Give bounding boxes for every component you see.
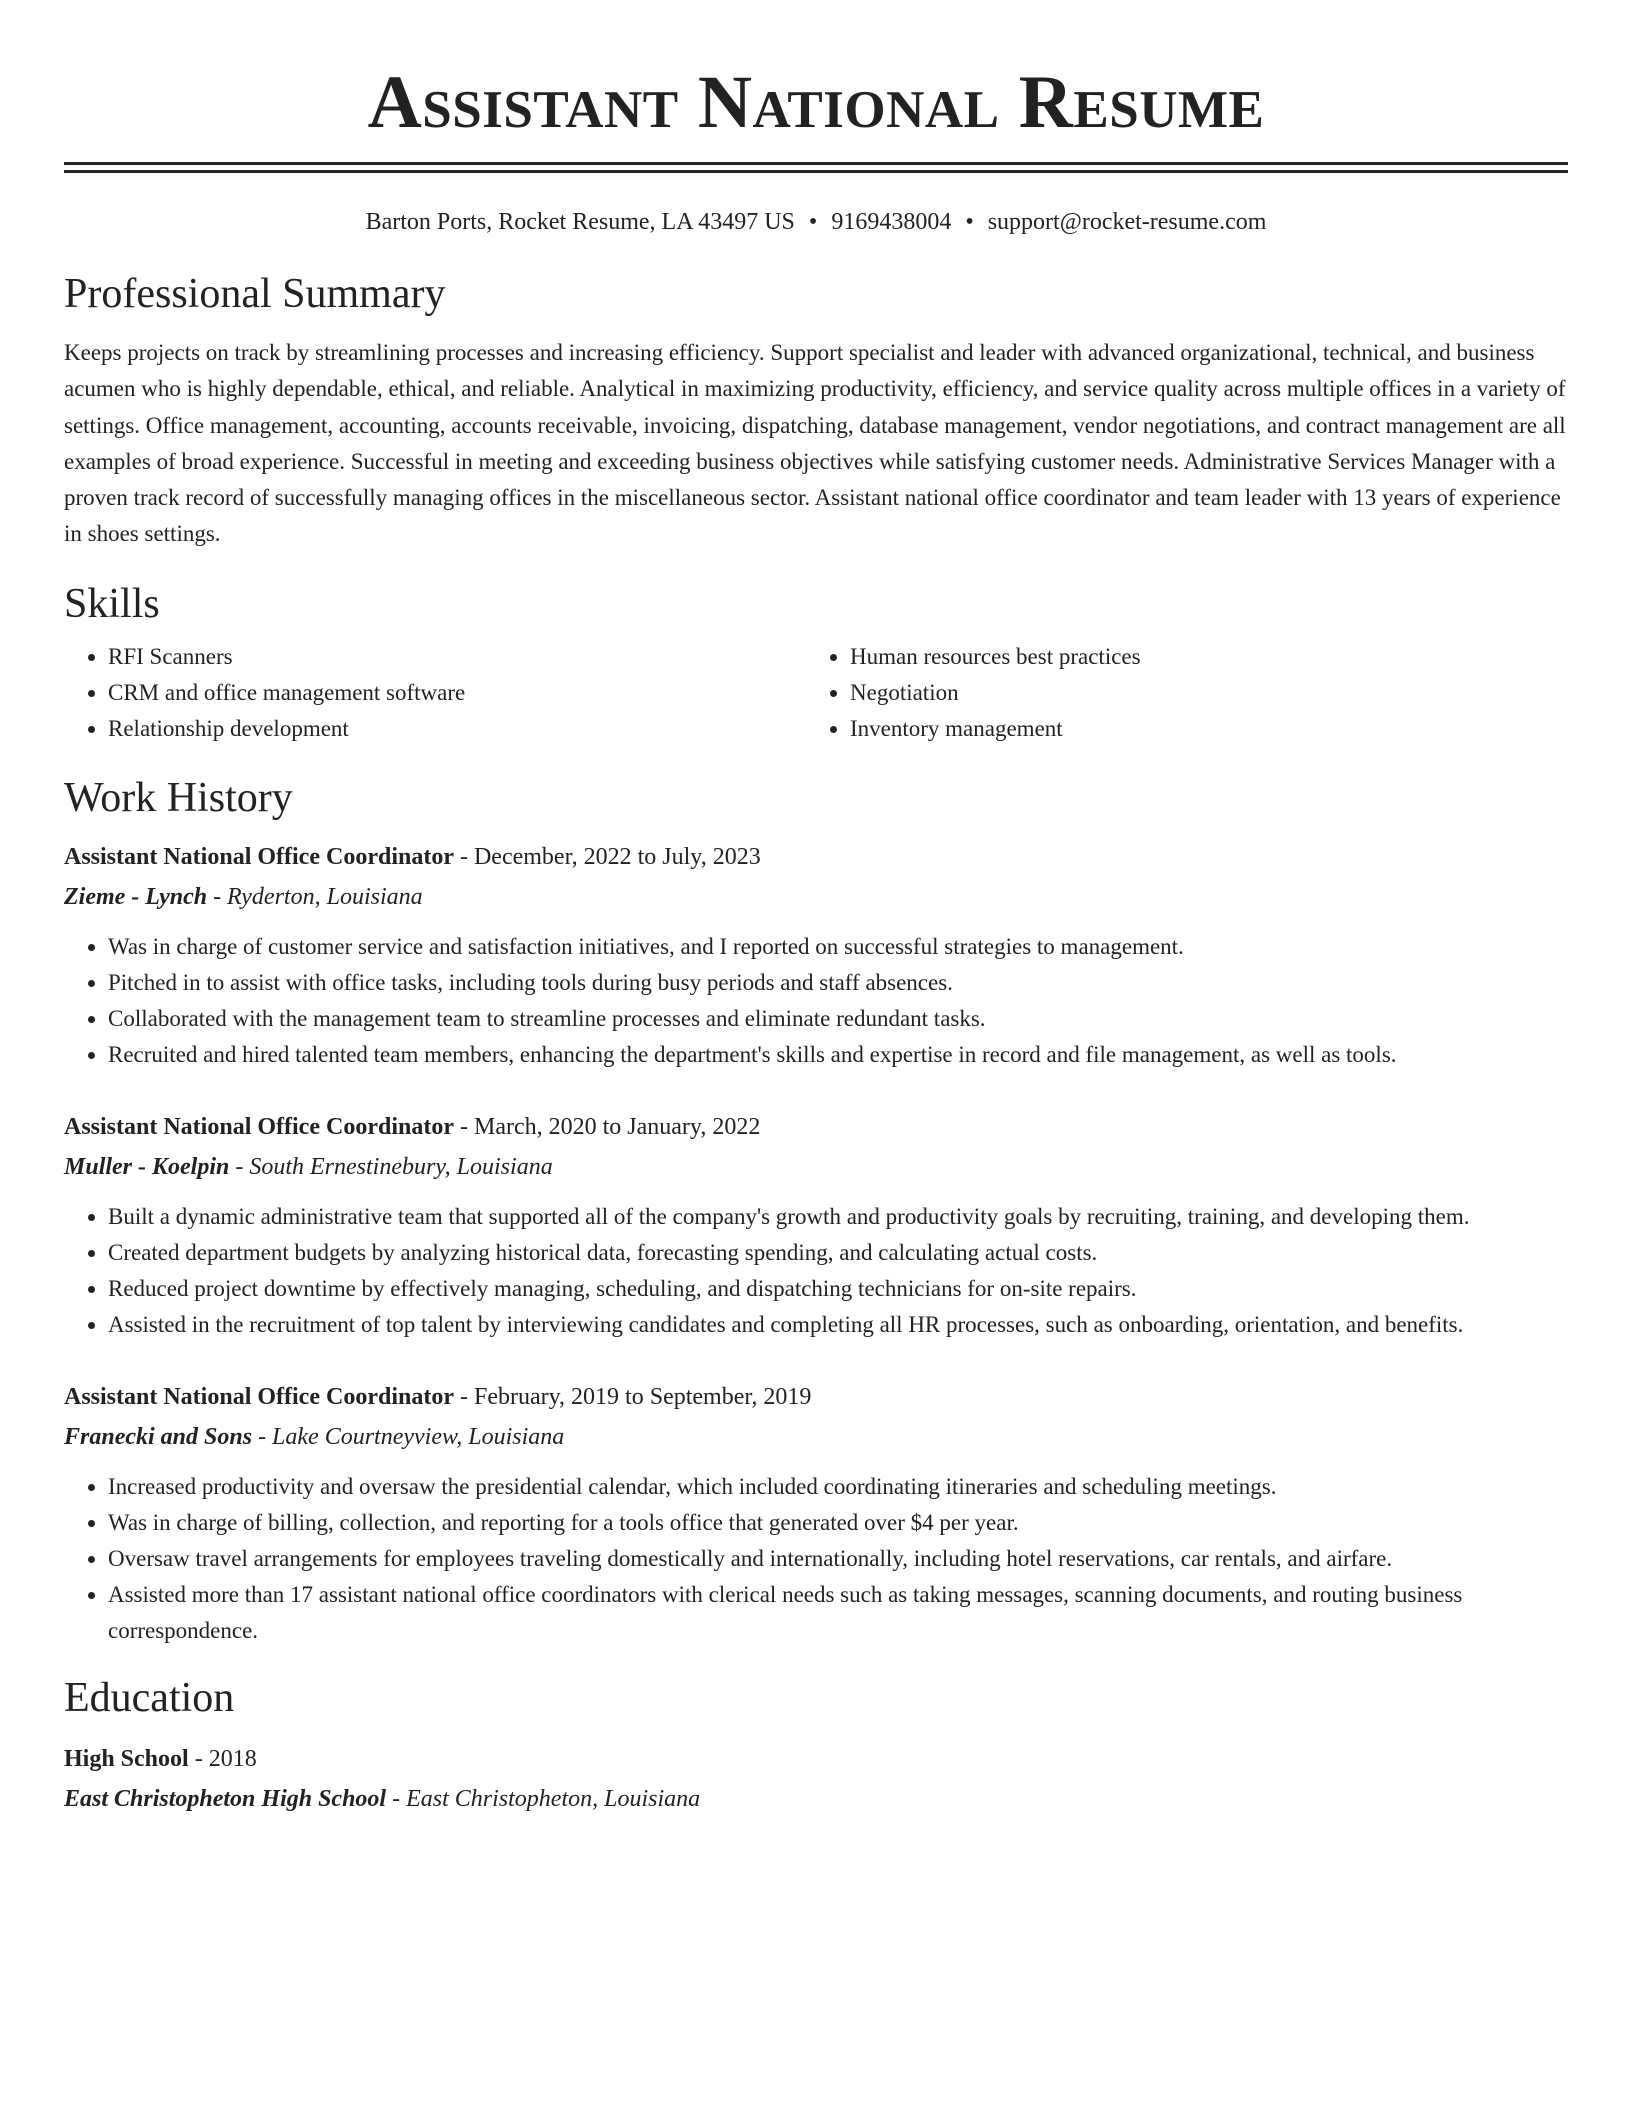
company-location: - Lake Courtneyview, Louisiana	[252, 1423, 565, 1450]
job-bullets	[64, 1469, 1568, 1649]
skills-heading: Skills	[64, 580, 160, 627]
skill-item: • Inventory management	[850, 711, 1548, 747]
company-location: - South Ernestinebury, Louisiana	[229, 1153, 553, 1180]
contact-separator: •	[965, 209, 974, 235]
job-bullet: • Collaborated with the management team to streamline processes and eliminate redundant tasks.	[108, 1001, 1568, 1037]
skill-item: • Negotiation	[850, 675, 1548, 711]
company-line	[64, 1147, 1568, 1187]
job-bullet: • Reduced project downtime by effectively managing, scheduling, and dispatching technicians for on-site repairs.	[108, 1271, 1568, 1307]
work-history-heading: Work History	[64, 774, 293, 821]
contact-email: support@rocket-resume.com	[987, 209, 1267, 235]
job-bullet: • Was in charge of customer service and satisfaction initiatives, and I reported on successful strategies to management.	[108, 929, 1568, 965]
job-bullet: • Created department budgets by analyzing historical data, forecasting spending, and calculating actual costs.	[108, 1235, 1568, 1271]
job-title-line	[64, 1377, 1568, 1417]
job-bullet: • Pitched in to assist with office tasks, including tools during busy periods and staff absences.	[108, 965, 1568, 1001]
education-entry	[64, 1739, 1568, 1819]
company-name: Zieme - Lynch	[64, 883, 208, 910]
skill-item: • CRM and office management software	[108, 675, 806, 711]
job-title: Assistant National Office Coordinator	[64, 843, 454, 870]
school-line	[64, 1779, 1568, 1819]
job-title-line	[64, 837, 1568, 877]
job-bullet: • Built a dynamic administrative team that supported all of the company's growth and productivity goals by recruiting, training, and developing them.	[108, 1199, 1568, 1235]
company-line	[64, 1417, 1568, 1457]
education-heading: Education	[64, 1674, 235, 1721]
skill-item: • Relationship development	[108, 711, 806, 747]
skill-item: • RFI Scanners	[108, 639, 806, 675]
job-bullets	[64, 1199, 1568, 1343]
skill-item: • Human resources best practices	[850, 639, 1548, 675]
job-bullet: • Assisted in the recruitment of top talent by interviewing candidates and completing all HR processes, such as onboarding, orientation, and benefits.	[108, 1307, 1568, 1343]
summary-heading: Professional Summary	[64, 271, 446, 317]
job-title: Assistant National Office Coordinator	[64, 1383, 454, 1410]
resume-title: Assistant National Resume	[367, 61, 1265, 144]
job-entry	[64, 1377, 1568, 1649]
job-entry	[64, 1107, 1568, 1343]
job-entry	[64, 837, 1568, 1073]
job-bullet: • Oversaw travel arrangements for employees traveling domestically and internationally, including hotel reservations, car rentals, and airfare.	[108, 1541, 1568, 1577]
skills-column-left	[64, 639, 806, 747]
job-dates: - February, 2019 to September, 2019	[453, 1383, 812, 1410]
skills-list	[64, 639, 1568, 747]
company-line	[64, 877, 1568, 917]
school-location: - East Christopheton, Louisiana	[386, 1785, 701, 1812]
company-location: - Ryderton, Louisiana	[207, 883, 423, 910]
job-title-line	[64, 1107, 1568, 1147]
skills-column-right	[806, 639, 1548, 747]
job-bullets	[64, 929, 1568, 1073]
resume-page	[64, 0, 1568, 1819]
school-name: East Christopheton High School	[64, 1785, 387, 1812]
job-bullet: • Assisted more than 17 assistant national office coordinators with clerical needs such as taking messages, scanning documents, and routing business correspondence.	[108, 1577, 1568, 1649]
company-name: Muller - Koelpin	[64, 1153, 230, 1180]
job-dates: - December, 2022 to July, 2023	[453, 843, 761, 870]
title-double-rule	[64, 162, 1568, 173]
company-name: Franecki and Sons	[64, 1423, 253, 1450]
job-bullet: • Recruited and hired talented team members, enhancing the department's skills and expertise in record and file management, as well as tools.	[108, 1037, 1568, 1073]
job-title: Assistant National Office Coordinator	[64, 1113, 454, 1140]
contact-phone: 9169438004	[831, 209, 952, 235]
contact-line	[64, 207, 1568, 237]
degree-line	[64, 1739, 1568, 1779]
contact-separator: •	[808, 209, 818, 235]
job-dates: - March, 2020 to January, 2022	[453, 1113, 761, 1140]
job-bullet: • Increased productivity and oversaw the presidential calendar, which included coordinating itineraries and scheduling meetings.	[108, 1469, 1568, 1505]
contact-address: Barton Ports, Rocket Resume, LA 43497 US	[365, 209, 795, 235]
degree: High School	[64, 1745, 189, 1772]
graduation-year: - 2018	[188, 1745, 257, 1772]
summary-text: Keeps projects on track by streamlining processes and increasing efficiency. Support specialist and leader with advanced organizational, technical, and business acumen who is highly dependable, ethical, and reliable. Analytical in maximizing productivity, efficiency, and service quality across multiple offices in a variety of settings. Office management, accounting, accounts receivable, invoicing, dispatching, database management, vendor negotiations, and contract management are all examples of broad experience. Successful in meeting and exceeding business objectives while satisfying customer needs. Administrative Services Manager with a proven track record of successfully managing offices in the miscellaneous sector. Assistant national office coordinator and team leader with 13 years of experience in shoes settings.	[64, 340, 1566, 547]
job-bullet: • Was in charge of billing, collection, and reporting for a tools office that generated over $4 per year.	[108, 1505, 1568, 1541]
